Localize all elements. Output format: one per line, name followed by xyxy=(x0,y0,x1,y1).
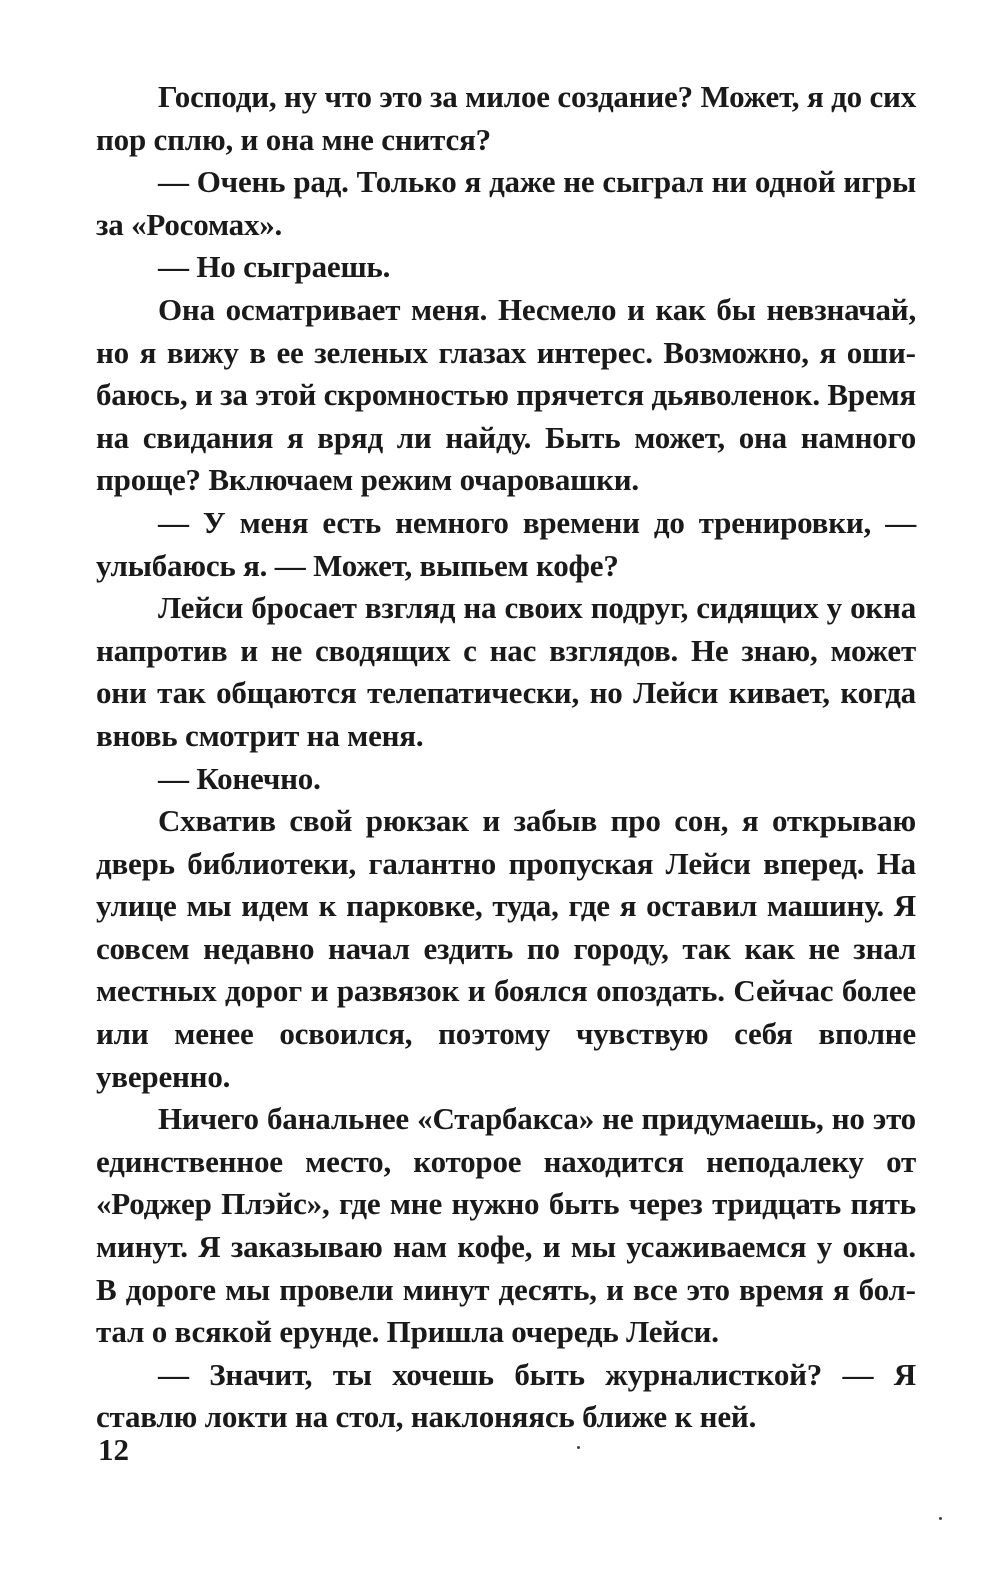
paragraph-1: Господи, ну что это за милое создание? Может, я до сих пор сплю, и она мне снится? xyxy=(96,79,916,157)
page-number: 12 xyxy=(98,1432,129,1467)
paragraph-5: — У меня есть немного времени до тренировки, — улыбаюсь я. — Может, выпьем кофе? xyxy=(96,504,916,583)
paragraph-7: — Конечно. xyxy=(158,760,321,796)
paragraph-10: — Значит, ты хочешь быть журналисткой? — Я ставлю локти на стол, наклоняясь ближе к ней. xyxy=(96,1356,916,1435)
page-body-text xyxy=(96,76,916,1439)
paragraph-2: — Очень рад. Только я даже не сыграл ни одной игры за «Росомах». xyxy=(96,164,916,242)
paragraph-3: — Но сыграешь. xyxy=(158,249,391,285)
paragraph-4: Она осматривает меня. Несмело и как бы невзначай, но я вижу в ее зеленых глазах интерес. Возможно, я ошибаюсь, и за этой скромностью прячется дьяволенок. Время на свидания я вряд ли найду. Быть может, она намного проще? Включаем режим очаровашки. xyxy=(96,291,916,498)
paragraph-9: Ничего банальнее «Старбакса» не придумаешь, но это единственное место, которое находится неподалеку от «Роджер Плэйс», где мне нужно быть через тридцать пять минут. Я заказываю нам кофе, и мы усаживаемся у окна. В дороге мы провели минут десять, и все это время я болтал о всякой ерунде. Пришла очередь Лейси. xyxy=(96,1101,916,1350)
print-speck xyxy=(577,1446,580,1449)
print-speck xyxy=(939,1517,942,1520)
paragraph-6: Лейси бросает взгляд на своих подруг, сидящих у окна напротив и не сводящих с нас взглядов. Не знаю, может они так общаются телепатически, но Лейси кивает, когда вновь смотрит на меня. xyxy=(96,590,916,753)
paragraph-8: Схватив свой рюкзак и забыв про сон, я открываю дверь библиотеки, галантно пропуская Лейси вперед. На улице мы идем к парковке, туда, где я оставил машину. Я совсем недавно начал ездить по городу, так как не знал местных дорог и развязок и боялся опоздать. Сейчас более или менее освоился, поэтому чувствую себя вполне уверенно. xyxy=(96,803,916,1094)
